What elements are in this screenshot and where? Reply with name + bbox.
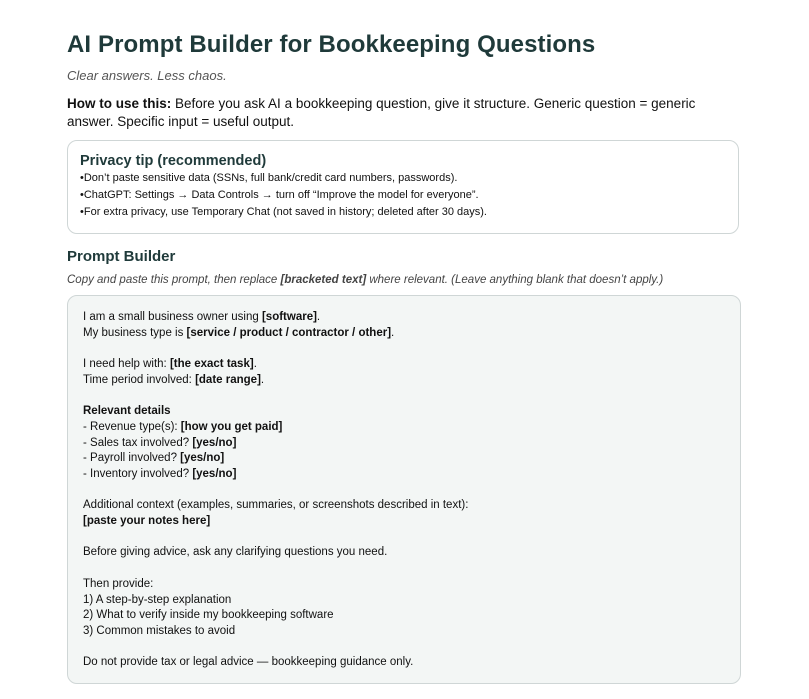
spacer xyxy=(83,561,725,577)
prompt-text: I need help with: xyxy=(83,358,170,371)
prompt-line xyxy=(83,467,725,483)
prompt-disclaimer: Do not provide tax or legal advice — bookkeeping guidance only. xyxy=(83,656,414,669)
how-to-text: Before you ask AI a bookkeeping question, give it structure. Generic question = generic answer. Specific input = useful output. xyxy=(67,96,696,129)
prompt-placeholder: [yes/no] xyxy=(180,452,225,465)
page-subtitle: Clear answers. Less chaos. xyxy=(67,68,227,83)
prompt-text: - Revenue type(s): xyxy=(83,420,181,433)
prompt-text: My business type is xyxy=(83,326,187,339)
prompt-line: 2) What to verify inside my bookkeeping software xyxy=(83,609,334,622)
prompt-placeholder: [paste your notes here] xyxy=(83,515,211,528)
privacy-tip-list xyxy=(80,170,726,221)
prompt-line xyxy=(83,514,725,530)
prompt-text: . xyxy=(260,373,265,386)
prompt-placeholder: [date range] xyxy=(195,373,261,386)
prompt-line: Before giving advice, ask any clarifying questions you need. xyxy=(83,546,388,559)
spacer xyxy=(83,640,725,656)
prompt-placeholder: [yes/no] xyxy=(192,436,237,449)
how-to-use xyxy=(67,95,717,131)
privacy-tip-item: • ChatGPT: Settings → Data Controls → turn off “Improve the model for everyone”. xyxy=(80,187,726,204)
prompt-line: Additional context (examples, summaries, or screenshots described in text): xyxy=(83,499,469,512)
privacy-tip-item: • Don’t paste sensitive data (SSNs, full bank/credit card numbers, passwords). xyxy=(80,170,726,187)
prompt-builder-heading: Prompt Builder xyxy=(67,248,176,265)
prompt-text: . xyxy=(391,326,395,339)
page-title: AI Prompt Builder for Bookkeeping Questions xyxy=(67,31,596,58)
prompt-line: 1) A step-by-step explanation xyxy=(83,593,232,606)
prompt-text: - Sales tax involved? xyxy=(83,436,193,449)
prompt-line xyxy=(83,420,725,436)
prompt-line: 3) Common mistakes to avoid xyxy=(83,624,236,637)
how-to-label: How to use this: xyxy=(67,96,172,111)
prompt-placeholder: [yes/no] xyxy=(192,468,237,480)
prompt-template-box[interactable] xyxy=(67,295,741,684)
copy-note-text: Copy and paste this prompt, then replace xyxy=(67,274,281,286)
prompt-text: - Inventory involved? xyxy=(83,468,193,480)
prompt-text: - Payroll involved? xyxy=(83,452,181,465)
spacer xyxy=(83,341,725,357)
prompt-line xyxy=(83,310,725,326)
prompt-line xyxy=(83,436,725,452)
details-heading-text: Relevant details xyxy=(83,405,171,418)
copy-instructions xyxy=(67,273,739,288)
spacer xyxy=(83,483,725,499)
copy-note-text: where relevant. (Leave anything blank that doesn’t apply.) xyxy=(366,274,664,286)
privacy-tip-box xyxy=(67,140,739,234)
prompt-placeholder: [service / product / contractor / other] xyxy=(186,326,392,339)
prompt-placeholder: [how you get paid] xyxy=(180,420,283,433)
privacy-tip-title: Privacy tip (recommended) xyxy=(80,153,267,169)
copy-note-bold: [bracketed text] xyxy=(280,274,367,286)
prompt-placeholder: [software] xyxy=(261,311,317,323)
prompt-text: . xyxy=(316,311,321,323)
prompt-text: Time period involved: xyxy=(83,373,196,386)
prompt-text: . xyxy=(253,358,257,371)
prompt-line: Then provide: xyxy=(83,577,154,590)
prompt-line xyxy=(83,373,725,389)
prompt-line xyxy=(83,357,725,373)
prompt-placeholder: [the exact task] xyxy=(169,358,254,371)
privacy-tip-item: • For extra privacy, use Temporary Chat (not saved in history; deleted after 30 days). xyxy=(80,204,726,221)
prompt-line xyxy=(83,326,725,342)
spacer xyxy=(83,389,725,405)
prompt-line xyxy=(83,451,725,467)
spacer xyxy=(83,530,725,546)
prompt-text: I am a small business owner using xyxy=(83,311,262,323)
details-heading xyxy=(83,404,725,420)
